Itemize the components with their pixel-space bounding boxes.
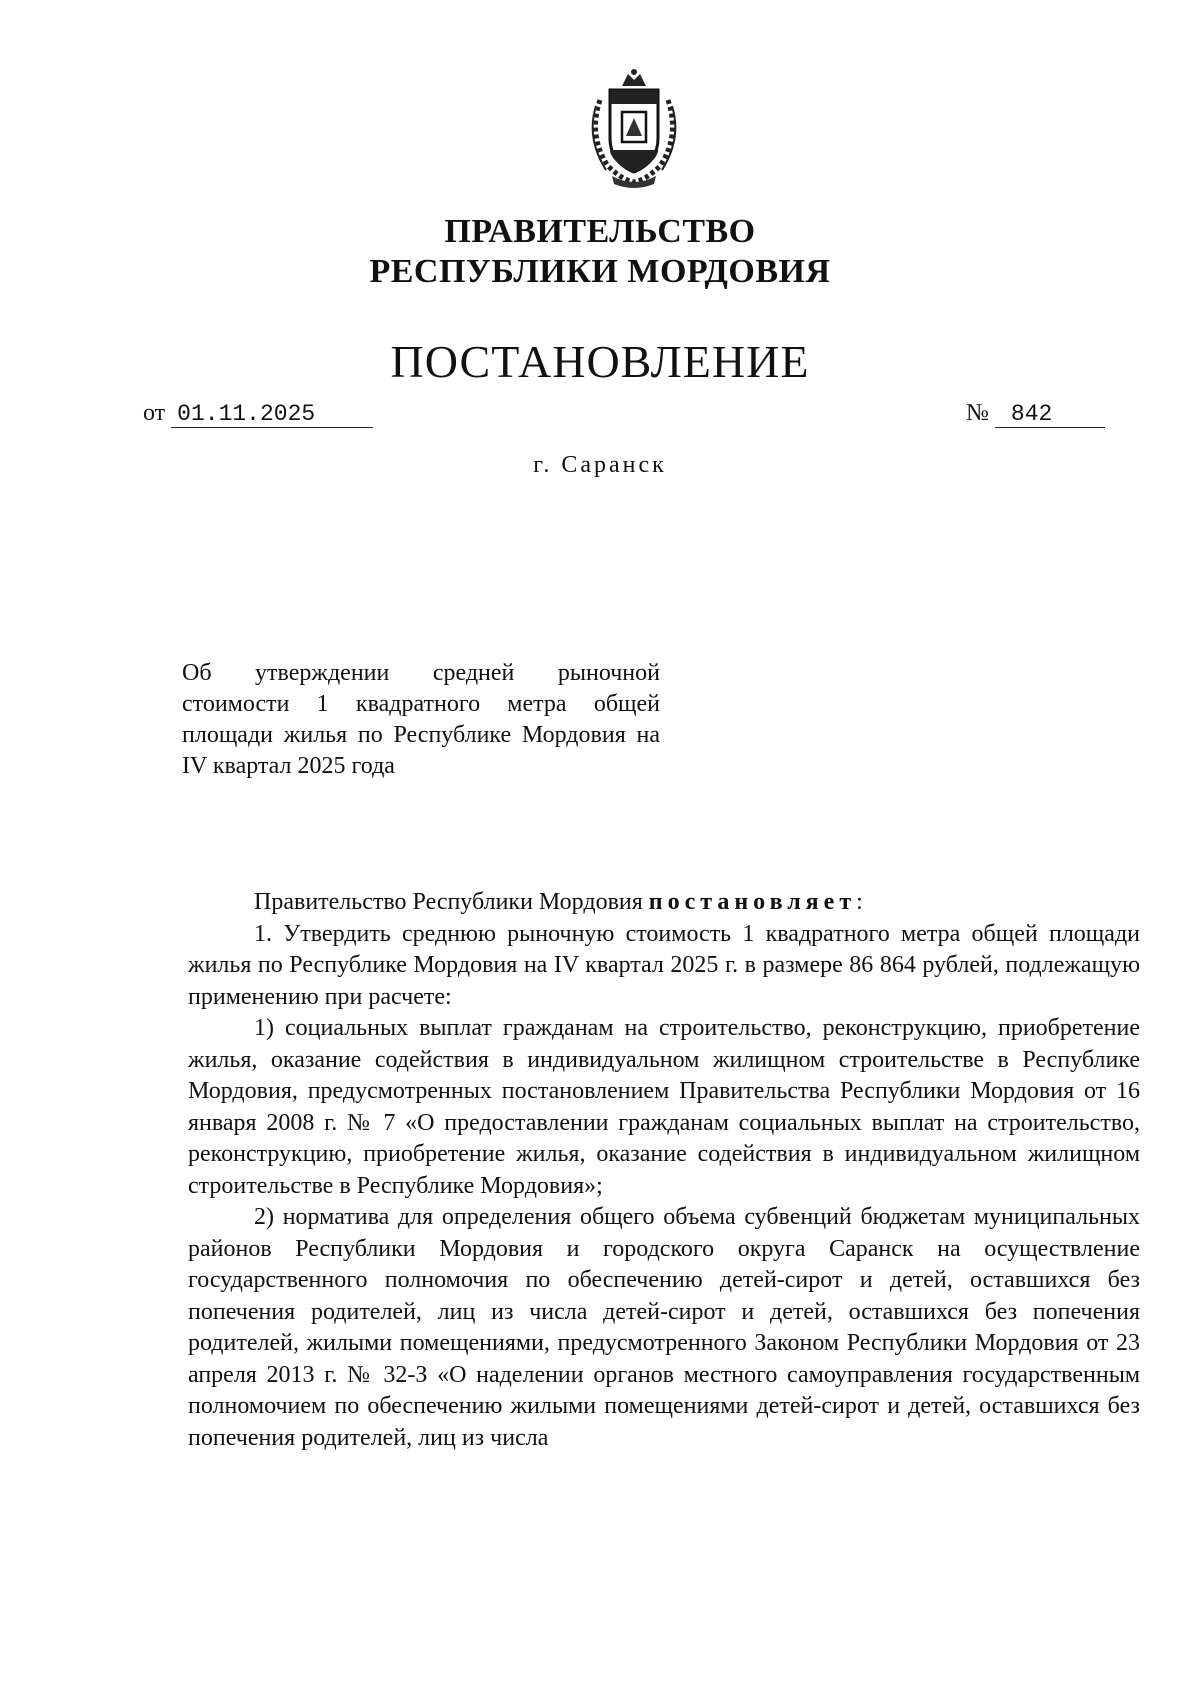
body-intro [188, 887, 1140, 919]
body-paragraph-3: 2) норматива для определения общего объема субвенций бюджетам муниципальных районов Республики Мордовия и городского округа Саранск на осуществление государственного полномочия по обеспечению детей-сирот и детей, оставшихся без попечения родителей, лиц из числа детей-сирот и детей, оставшихся без попечения родителей, жилыми помещениями, предусмотренного Законом Республики Мордовия от 23 апреля 2013 г. № 32-З «О наделении органов местного самоуправления государственным полномочием по обеспечению жилыми помещениями детей-сирот и детей, оставшихся без попечения родителей, лиц из числа [188, 1204, 1140, 1451]
document-number: 842 [995, 401, 1105, 428]
document-body [188, 887, 1140, 1454]
intro-verb: постановляет [648, 889, 857, 915]
document-date: 01.11.2025 [171, 401, 373, 428]
document-date-row [143, 400, 373, 428]
document-type-title: ПОСТАНОВЛЕНИЕ [390, 336, 810, 387]
coat-of-arms-icon [578, 66, 690, 190]
organization-name-line1: ПРАВИТЕЛЬСТВО [444, 213, 756, 250]
document-number-row [966, 400, 1105, 428]
document-subject: Об утверждении средней рыночной стоимости 1 квадратного метра общей площади жилья по Республике Мордовия на IV квартал 2025 года [182, 660, 660, 779]
number-prefix: № [966, 400, 989, 426]
date-prefix: от [143, 400, 166, 426]
body-paragraph-1: 1. Утвердить среднюю рыночную стоимость 1 квадратного метра общей площади жилья по Республике Мордовия на IV квартал 2025 г. в размере 86 864 рублей, подлежащую применению при расчете: [188, 920, 1140, 1010]
intro-colon: : [856, 889, 863, 915]
organization-name-line2: РЕСПУБЛИКИ МОРДОВИЯ [369, 253, 831, 290]
body-paragraph-2: 1) социальных выплат гражданам на строительство, реконструкцию, приобретение жилья, оказание содействия в индивидуальном жилищном строительстве в Республике Мордовия, предусмотренных постановлением Правительства Республики Мордовия от 16 января 2008 г. № 7 «О предоставлении гражданам социальных выплат на строительство, реконструкцию, приобретение жилья, оказание содействия в индивидуальном жилищном строительстве в Республике Мордовия»; [188, 1015, 1140, 1199]
intro-text: Правительство Республики Мордовия [254, 889, 649, 915]
issue-city: г. Саранск [533, 452, 667, 478]
